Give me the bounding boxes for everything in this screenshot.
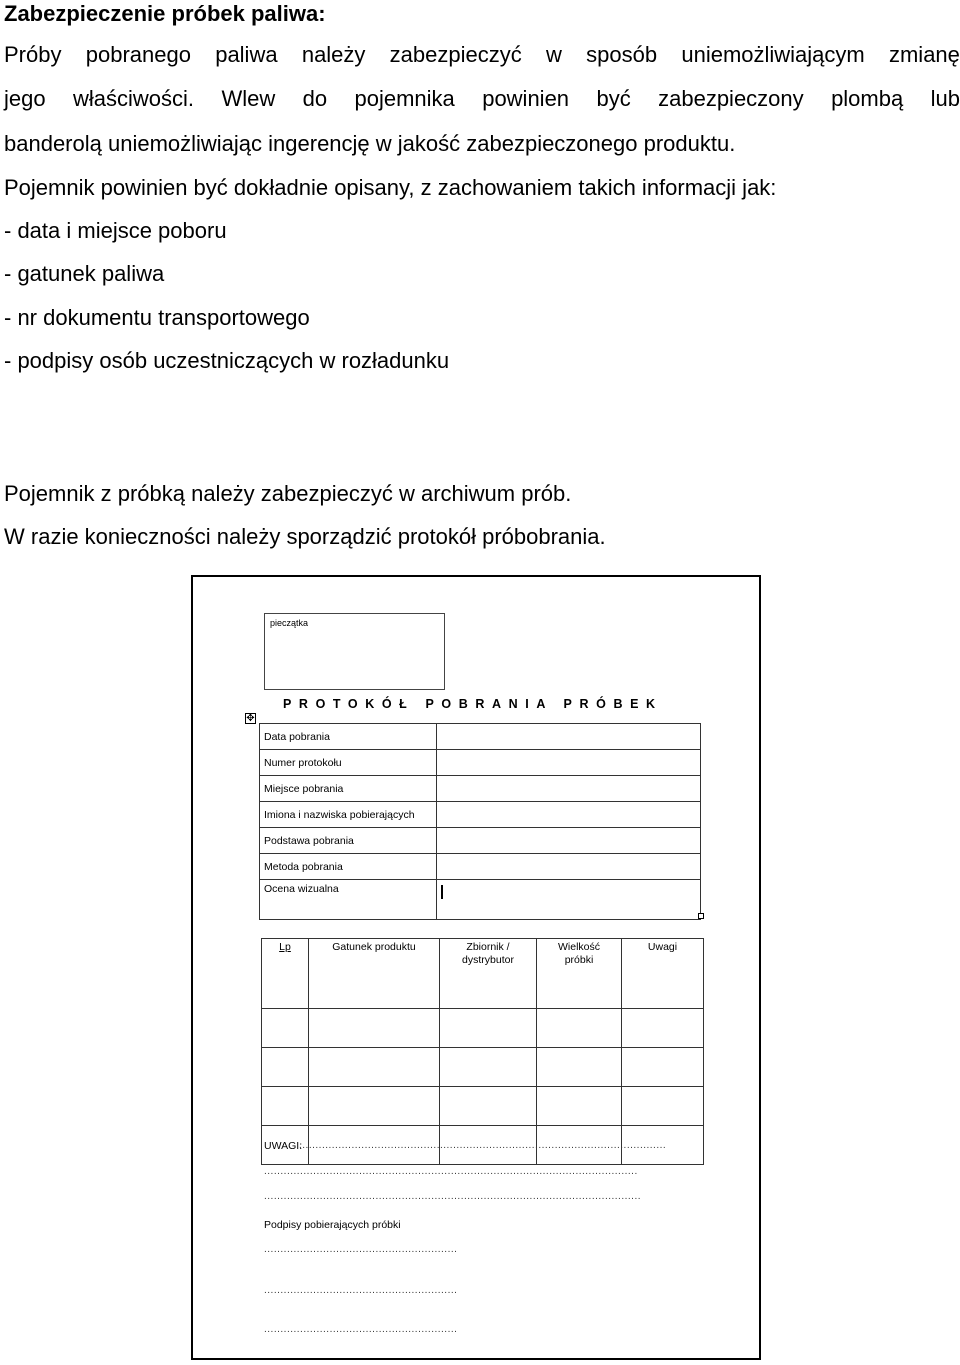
- word: właściwości.: [73, 86, 195, 111]
- paragraph-info: Pojemnik powinien być dokładnie opisany, z zachowaniem takich informacji jak:: [4, 175, 777, 200]
- col-header-wielkosc: Wielkość próbki: [537, 939, 622, 1009]
- table-row: [260, 880, 701, 920]
- paragraph-line-2: [4, 85, 960, 113]
- row-value[interactable]: [437, 880, 701, 920]
- table-row: [262, 1087, 704, 1126]
- table-row: [260, 828, 701, 854]
- paragraph-protocol: W razie konieczności należy sporządzić protokół próbobrania.: [4, 524, 606, 549]
- row-label: Numer protokołu: [260, 750, 437, 776]
- stamp-box: [264, 613, 445, 690]
- row-label: Miejsce pobrania: [260, 776, 437, 802]
- word: plombą: [831, 86, 904, 111]
- word: paliwa: [215, 42, 278, 67]
- table-row: [260, 802, 701, 828]
- word: należy: [301, 42, 366, 67]
- row-value[interactable]: [437, 854, 701, 880]
- word: pojemnika: [354, 86, 455, 111]
- row-label: Metoda pobrania: [260, 854, 437, 880]
- table-row: [262, 1048, 704, 1087]
- word: pobranego: [85, 42, 191, 67]
- samples-table: [261, 938, 704, 1165]
- notes-dotted-line: ................................................................................................................: [299, 1140, 667, 1151]
- col-header-uwagi: Uwagi: [622, 939, 704, 1009]
- signature-dotted-line: ...........................................................: [264, 1285, 458, 1296]
- move-arrows-icon[interactable]: ✥: [246, 713, 255, 724]
- table-row: [262, 1009, 704, 1048]
- section-heading: Zabezpieczenie próbek paliwa:: [4, 1, 326, 26]
- row-value[interactable]: [437, 802, 701, 828]
- row-value[interactable]: [437, 750, 701, 776]
- list-item: - podpisy osób uczestniczących w rozładunku: [4, 348, 450, 373]
- word: Próby: [4, 42, 62, 67]
- row-label: Imiona i nazwiska pobierających: [260, 802, 437, 828]
- col-header-lp: Lp: [262, 939, 309, 1009]
- protocol-info-table: [259, 723, 701, 920]
- word: zabezpieczyć: [389, 42, 522, 67]
- protocol-form-image: [191, 575, 761, 1360]
- word: zmianę: [888, 42, 960, 67]
- row-value[interactable]: [437, 776, 701, 802]
- paragraph-line-3: banderolą uniemożliwiając ingerencję w jakość zabezpieczonego produktu.: [4, 131, 736, 156]
- row-value[interactable]: [437, 724, 701, 750]
- signatures-label: Podpisy pobierających próbki: [264, 1219, 401, 1231]
- stamp-label: pieczątka: [270, 618, 309, 628]
- list-item: - nr dokumentu transportowego: [4, 305, 310, 330]
- text-cursor: [441, 885, 443, 899]
- row-label: Podstawa pobrania: [260, 828, 437, 854]
- col-header-zbiornik: Zbiornik / dystrybutor: [440, 939, 537, 1009]
- notes-dotted-line: ...................................................................................................................: [264, 1191, 642, 1202]
- word: Wlew: [221, 86, 276, 111]
- table-header-row: [262, 939, 704, 1009]
- word: w: [546, 42, 562, 67]
- notes-dotted-line: ..................................................................................................................: [264, 1166, 638, 1177]
- word: do: [302, 86, 328, 111]
- word: powinien: [482, 86, 570, 111]
- paragraph-archive: Pojemnik z próbką należy zabezpieczyć w archiwum prób.: [4, 481, 572, 506]
- notes-label: UWAGI:: [264, 1140, 303, 1152]
- col-header-gatunek: Gatunek produktu: [309, 939, 440, 1009]
- list-item: - data i miejsce poboru: [4, 218, 227, 243]
- list-item: - gatunek paliwa: [4, 261, 165, 286]
- signature-dotted-line: ...........................................................: [264, 1324, 458, 1335]
- word: sposób: [586, 42, 658, 67]
- table-resize-handle[interactable]: [698, 913, 704, 919]
- table-row: [260, 854, 701, 880]
- word: być: [596, 86, 631, 111]
- signature-dotted-line: ...........................................................: [264, 1244, 458, 1255]
- row-value[interactable]: [437, 828, 701, 854]
- table-row: [260, 724, 701, 750]
- word: zabezpieczony: [658, 86, 804, 111]
- word: lub: [930, 86, 960, 111]
- table-row: [260, 750, 701, 776]
- table-row: [260, 776, 701, 802]
- paragraph-line-1: [4, 41, 960, 69]
- word: jego: [4, 86, 46, 111]
- word: uniemożliwiającym: [681, 42, 865, 67]
- row-label: Ocena wizualna: [260, 880, 437, 920]
- row-label: Data pobrania: [260, 724, 437, 750]
- form-title: PROTOKÓŁ POBRANIA PRÓBEK: [283, 697, 663, 711]
